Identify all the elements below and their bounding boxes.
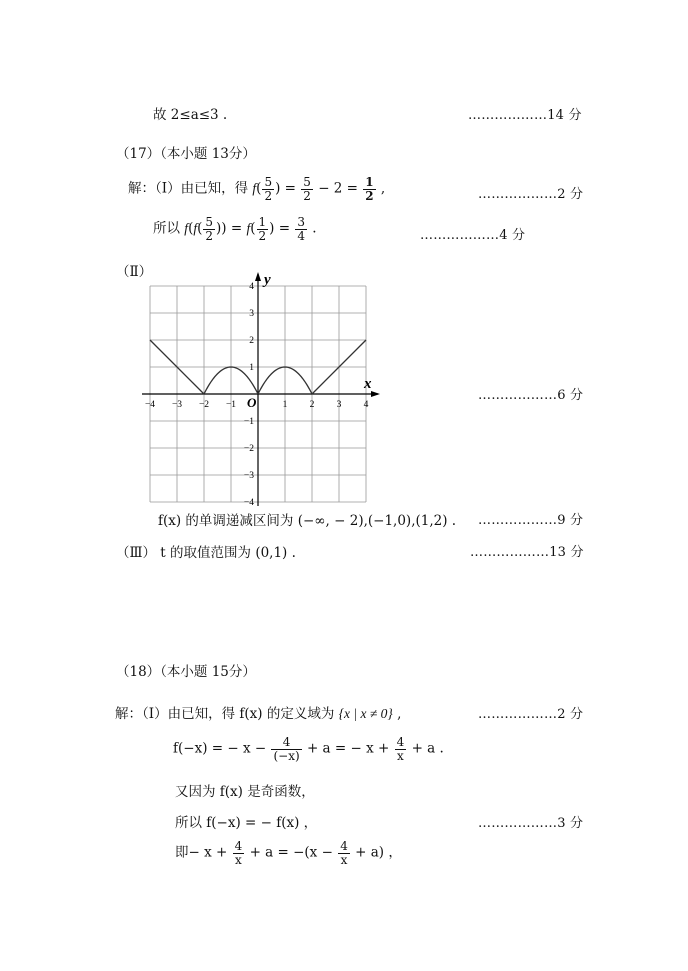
q18-header: （18）（本小题 15分） — [116, 664, 256, 680]
q18-line3: 又因为 f(x) 是奇函数， — [175, 784, 315, 800]
q18-line2-frac-num: 4 — [282, 735, 291, 749]
q18-line2-frac-den: (−x) — [273, 748, 300, 763]
x-tick-label: −1 — [225, 400, 237, 410]
q18-line2-left: f(−x) = − x − — [173, 740, 267, 757]
q18-domain-text: f(x) 的定义域为 — [239, 706, 335, 722]
q18-line4-score: ………………3 分 — [478, 816, 584, 831]
q18-line5 — [175, 840, 402, 866]
q17-part2-score: ………………6 分 — [478, 388, 584, 403]
q18-line5-mid: + a = −(x − — [249, 844, 333, 861]
q17-header: （17）（本小题 13分） — [116, 146, 256, 162]
q17-decreasing-score: ………………9 分 — [478, 513, 584, 528]
y-tick-label: 1 — [249, 363, 254, 373]
x-tick-label: −2 — [198, 400, 210, 410]
y-tick-label: 3 — [249, 309, 254, 319]
x-tick-label: 3 — [336, 400, 342, 410]
prev-score: ………………14 分 — [468, 108, 582, 123]
y-tick-label: −3 — [243, 471, 254, 481]
q18-line5-frac-num: 4 — [234, 839, 243, 853]
q18-line2-mid: + a = − x + — [306, 740, 390, 757]
q18-line2-tail: + a . — [411, 740, 444, 757]
q17-part1b-label: 所以 — [153, 220, 180, 237]
q18-part1-score: ………………2 分 — [478, 707, 584, 722]
q17-part1b-score: ………………4 分 — [420, 228, 526, 243]
q17-part1-label: 解：（Ⅰ）由已知，得 — [128, 180, 249, 197]
q17-decreasing-text: f(x) 的单调递减区间为 (−∞, − 2),(−1,0),(1,2) . — [158, 513, 457, 529]
x-axis-arrow — [371, 391, 380, 397]
x-tick-label: 1 — [282, 400, 288, 410]
q18-line5-left: 即− x + — [175, 844, 228, 861]
q18-part1-line: 解：（Ⅰ）由已知，得 f(x) 的定义域为 {x | x ≠ 0} , — [115, 706, 402, 722]
y-tick-label: 2 — [249, 336, 254, 346]
q17-part2-label: （Ⅱ） — [116, 264, 153, 280]
origin-label: O — [247, 395, 257, 410]
q18-line4: 所以 f(−x) = − f(x) ， — [175, 815, 318, 831]
q18-domain-set: {x | x ≠ 0} — [338, 706, 393, 721]
q17-part1-score: ………………2 分 — [478, 187, 584, 202]
x-tick-label: 4 — [363, 400, 369, 410]
q18-line5-frac2-den: x — [338, 853, 350, 867]
x-axis-label: x — [364, 376, 372, 392]
y-tick-label: −2 — [243, 444, 254, 454]
y-tick-label: −4 — [243, 498, 254, 508]
x-tick-label: −4 — [144, 400, 156, 410]
q18-line5-tail: + a) ， — [355, 844, 402, 861]
prev-conclusion: 故 2≤a≤3 . — [153, 107, 228, 123]
q17-part3-score: ………………13 分 — [470, 545, 584, 560]
y-tick-label: −1 — [243, 417, 254, 427]
q17-part1-eq-tail: − 2 = — [318, 180, 358, 197]
q17-part1b-line: 所以 f(f( $\frac{5}{2}$ )) = f( $\frac{1}{2}$ ) = $\frac{3}{4}$ . — [153, 215, 317, 243]
q18-line5-frac2-num: 4 — [340, 839, 348, 853]
x-tick-label: −3 — [171, 400, 183, 410]
q18-line2-frac2-den: x — [395, 749, 407, 763]
q18-part1-label: 解：（Ⅰ）由已知，得 — [115, 706, 236, 722]
y-axis-label: y — [264, 272, 271, 288]
q18-line2-frac2-num: 4 — [396, 735, 405, 749]
function-graph — [146, 268, 396, 508]
q17-part1-line: 解：（Ⅰ）由已知，得 f( $\frac{5}{2}$ ) = $\frac{5}{2}$ − 2 = $\frac{1}{2}$ , — [128, 175, 386, 203]
q18-line5-frac-den: x — [233, 853, 245, 867]
q17-part3-text: （Ⅲ） t 的取值范围为 (0,1) . — [116, 545, 296, 561]
x-tick-label: 2 — [309, 400, 315, 410]
y-axis-arrow — [255, 272, 261, 281]
y-tick-label: 4 — [249, 282, 254, 292]
q18-line2 — [173, 736, 444, 762]
